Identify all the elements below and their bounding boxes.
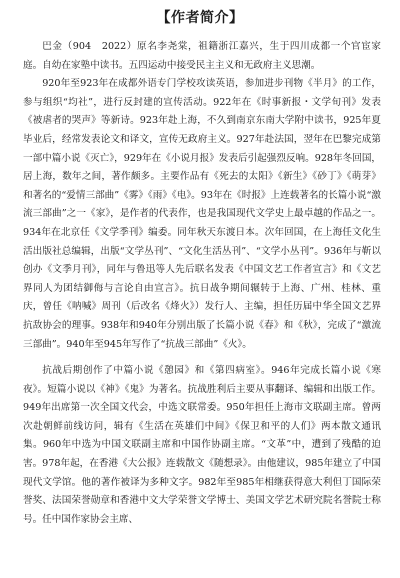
section-title: 【作者简介】 xyxy=(156,10,244,26)
author-bio xyxy=(23,38,381,529)
paragraph-gap xyxy=(23,354,381,362)
paragraph-3: 抗战后期创作了中篇小说《憩园》和《第四病室》。946年完成长篇小说《寒夜》。短篇小说以《神》《鬼》为著名。抗战胜利后主要从事翻译、编辑和出版工作。949年出席第一次全国文代会，中选文联常委。950年担任上海市文联副主席。曾两次赴朝鲜前线访问，辑有《生活在英雄们中间》《保卫和平的人们》两本散文通讯集。960年中选为中国文联副主席和中国作协副主席。“文革”中，遭到了残酷的迫害。978年起，在香港《大公报》连载散文《随想录》。由他建议，985年建立了中国现代文学馆。他的著作被译为多种文字。982年至985年相继获得意大利但丁国际荣誉奖、法国荣誉勋章和香港中文大学荣誉文学博士、美国文学艺术研究院名誉院士称号。任中国作家协会主席、 xyxy=(23,365,382,525)
paragraph-1: 巴金（904 2022）原名李尧棠，祖籍浙江嘉兴，生于四川成都一个官宦家庭。自幼在家塾中读书。五四运动中接受民主主义和无政府主义思潮。 xyxy=(23,41,381,71)
paragraph-2: 920年至923年在成都外语专门学校攻读英语，参加进步刊物《半月》的工作，参与组织“均社”，进行反封建的宣传活动。922年在《时事新报・文学旬刊》发表《被虐者的哭声》等新诗。923年赴上海，不久到南京东南大学附中读书，925年夏毕业后，经常发表论文和译文，宣传无政府主义。927年赴法国，翌年在巴黎完成第一部中篇小说《灭亡》，929年在《小说月报》发表后引起强烈反响。928年冬回国，居上海，数年之间，著作颇多。主要作品有《死去的太阳》《新生》《砂丁》《萌芽》和著名的“爱情三部曲”《雾》《雨》《电》。93年在《时报》上连载著名的长篇小说“激流三部曲”之一《家》，是作者的代表作，也是我国现代文学史上最卓越的作品之一。934年在北京任《文学季刊》编委。同年秋天东渡日本。次年回国，在上海任文化生活出版社总编辑，出版“文学丛刊”、“文化生活丛刊”、“文学小丛刊”。936年与靳以创办《文季月刊》，同年与鲁迅等人先后联名发表《中国文艺工作者宣言》和《文艺界同人为团结御侮与言论自由宣言》。抗日战争期间辗转于上海、广州、桂林、重庆，曾任《呐喊》周刊（后改名《烽火》）发行人、主编，担任历届中华全国文艺界抗敌协会的理事。938年和940年分别出版了长篇小说《春》和《秋》，完成了“激流三部曲”。940年至945年写作了“抗战三部曲”《火》。 xyxy=(23,78,382,350)
